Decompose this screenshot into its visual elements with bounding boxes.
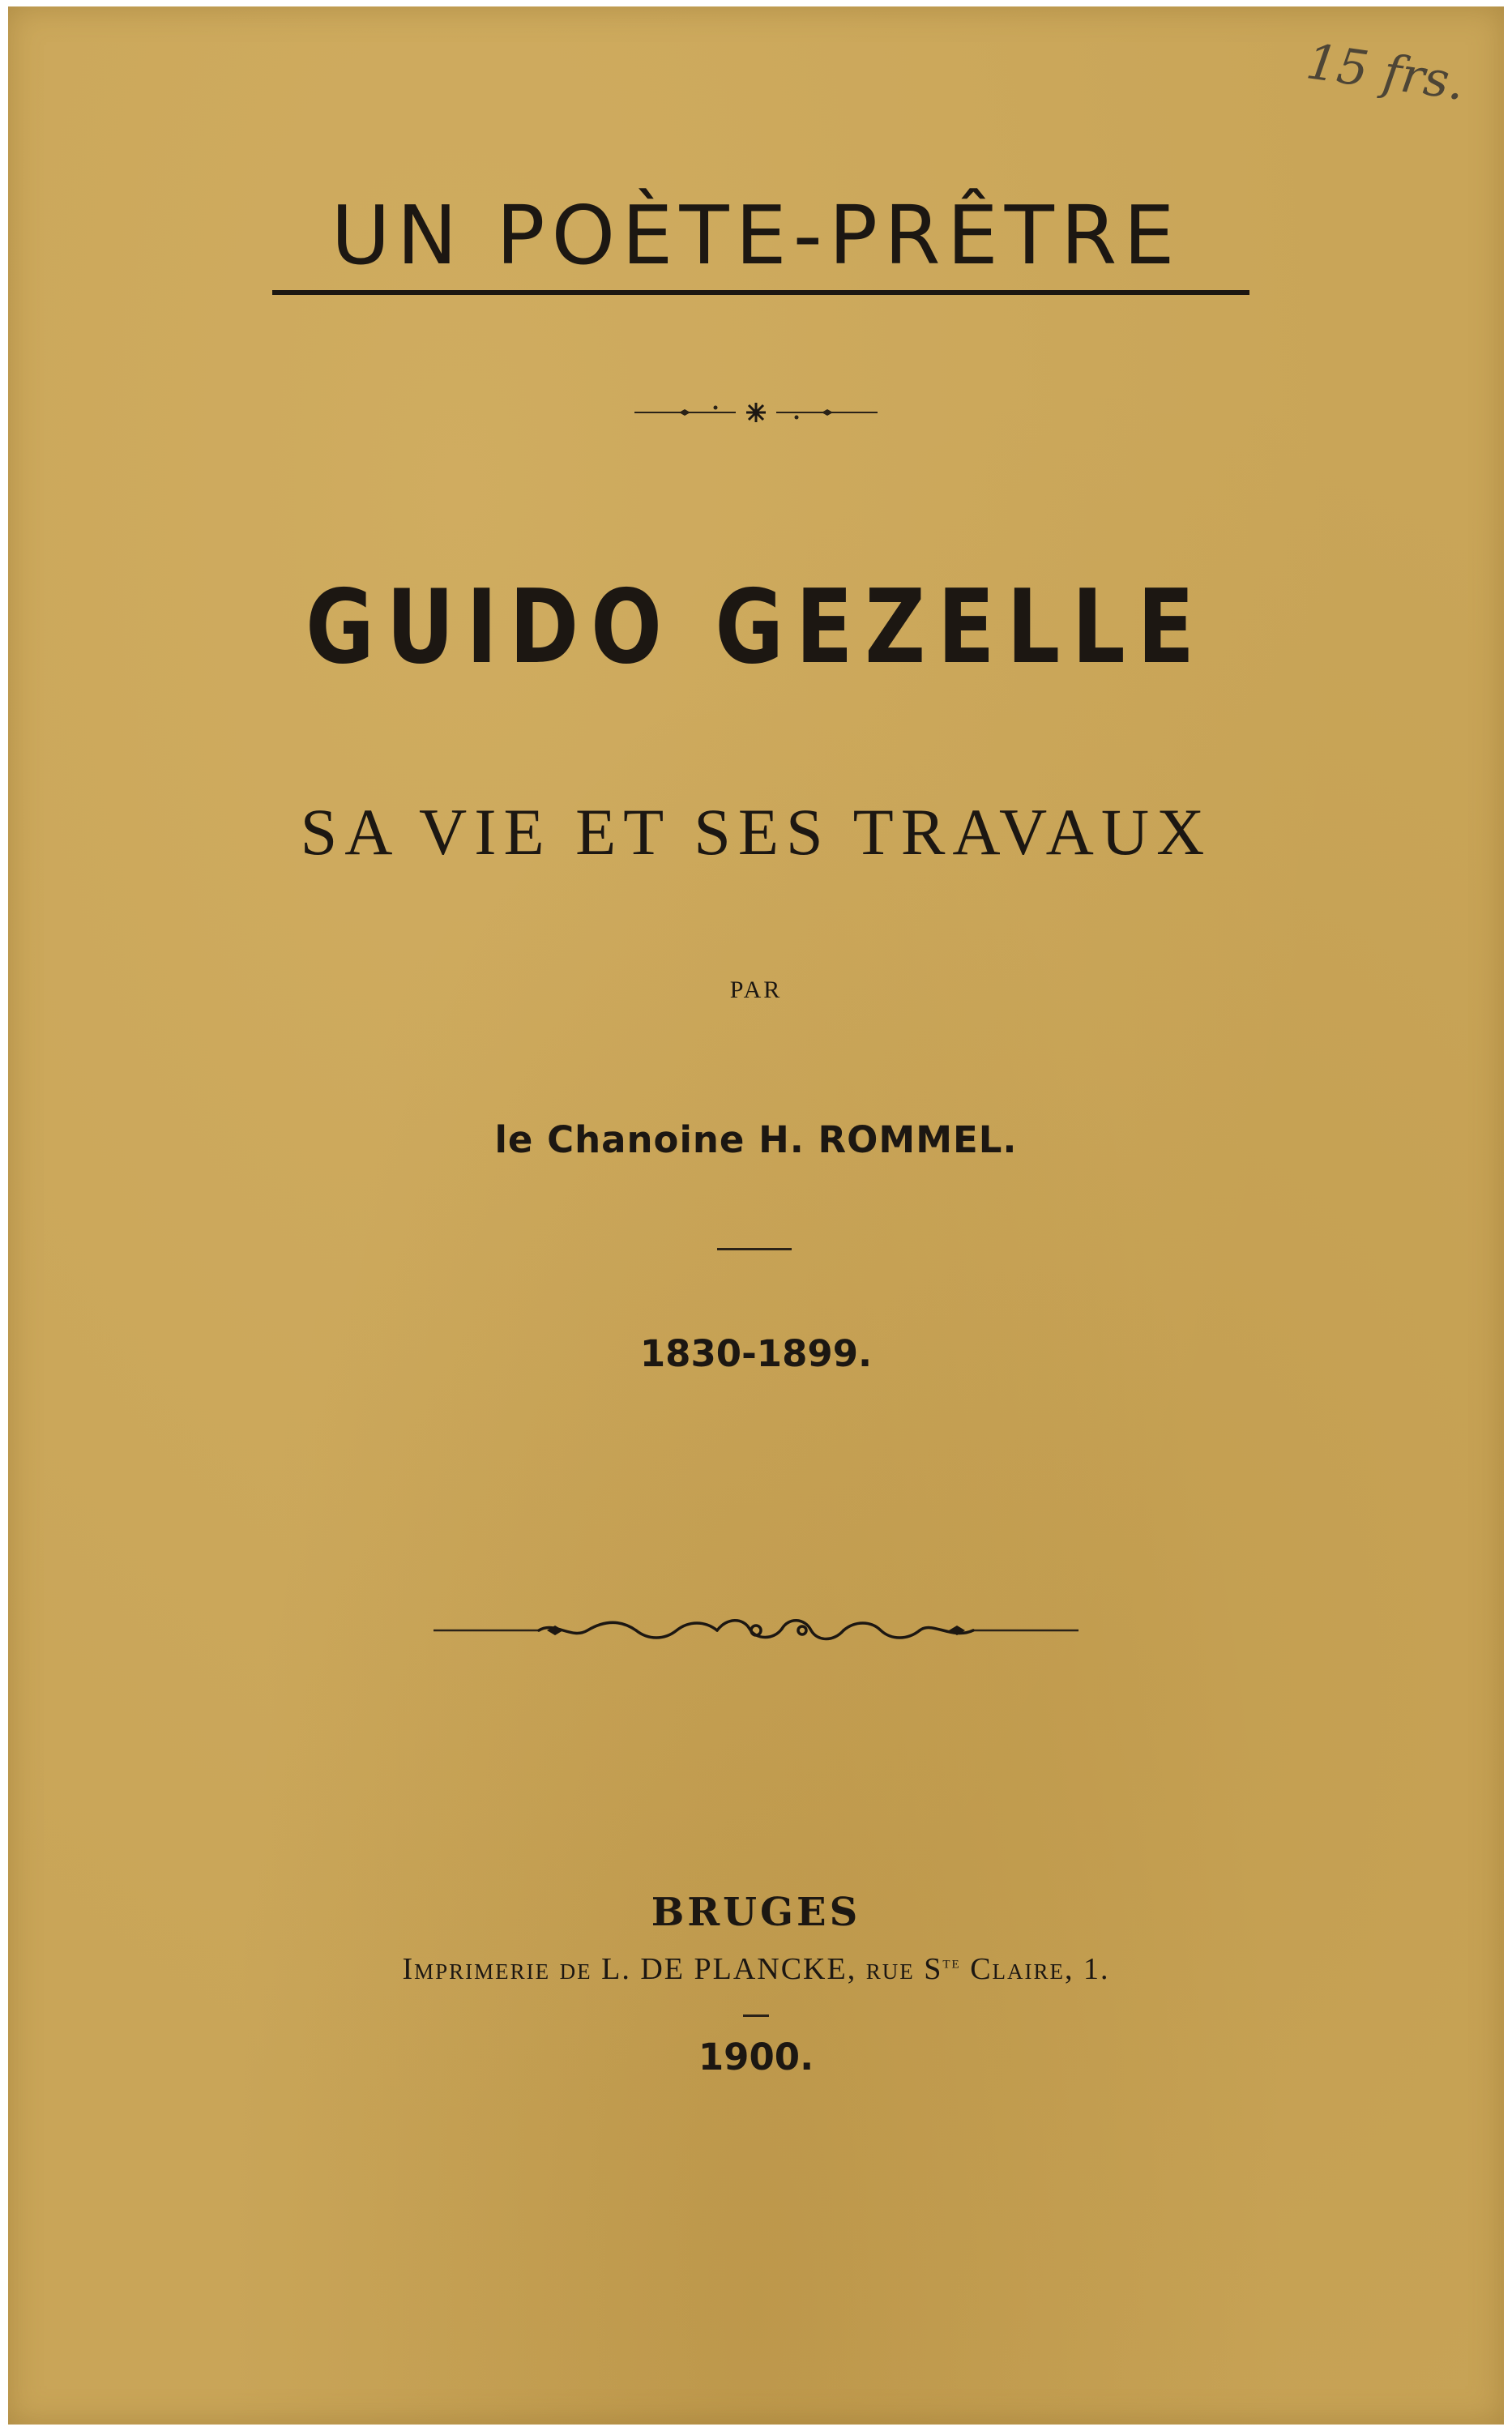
star-ornament-icon	[634, 400, 878, 425]
life-years: 1830-1899.	[639, 1332, 873, 1375]
title-underline	[272, 290, 1249, 295]
subtitle: SA VIE ET SES TRAVAUX	[300, 795, 1212, 869]
scroll-flourish-icon	[434, 1613, 1078, 1648]
main-title: GUIDO GEZELLE	[305, 567, 1207, 686]
printer-superscript: te	[942, 1951, 961, 1972]
separator-dash-small	[743, 2014, 769, 2017]
publication-year: 1900.	[698, 2036, 814, 2079]
printer-line	[0, 1951, 1512, 1987]
printer-text: Imprimerie de L. DE PLANCKE, rue S	[402, 1952, 943, 1986]
publication-city	[0, 1890, 1512, 1935]
handwritten-price-note: 15 frs.	[1302, 33, 1468, 112]
author-name: le Chanoine H. ROMMEL.	[494, 1118, 1018, 1161]
by-label: PAR	[729, 976, 783, 1003]
printer-address: Claire, 1.	[960, 1952, 1110, 1986]
separator-dash	[717, 1248, 792, 1250]
city-text: BRUGES	[651, 1890, 861, 1935]
series-title: UN POÈTE-PRÊTRE	[331, 188, 1181, 283]
